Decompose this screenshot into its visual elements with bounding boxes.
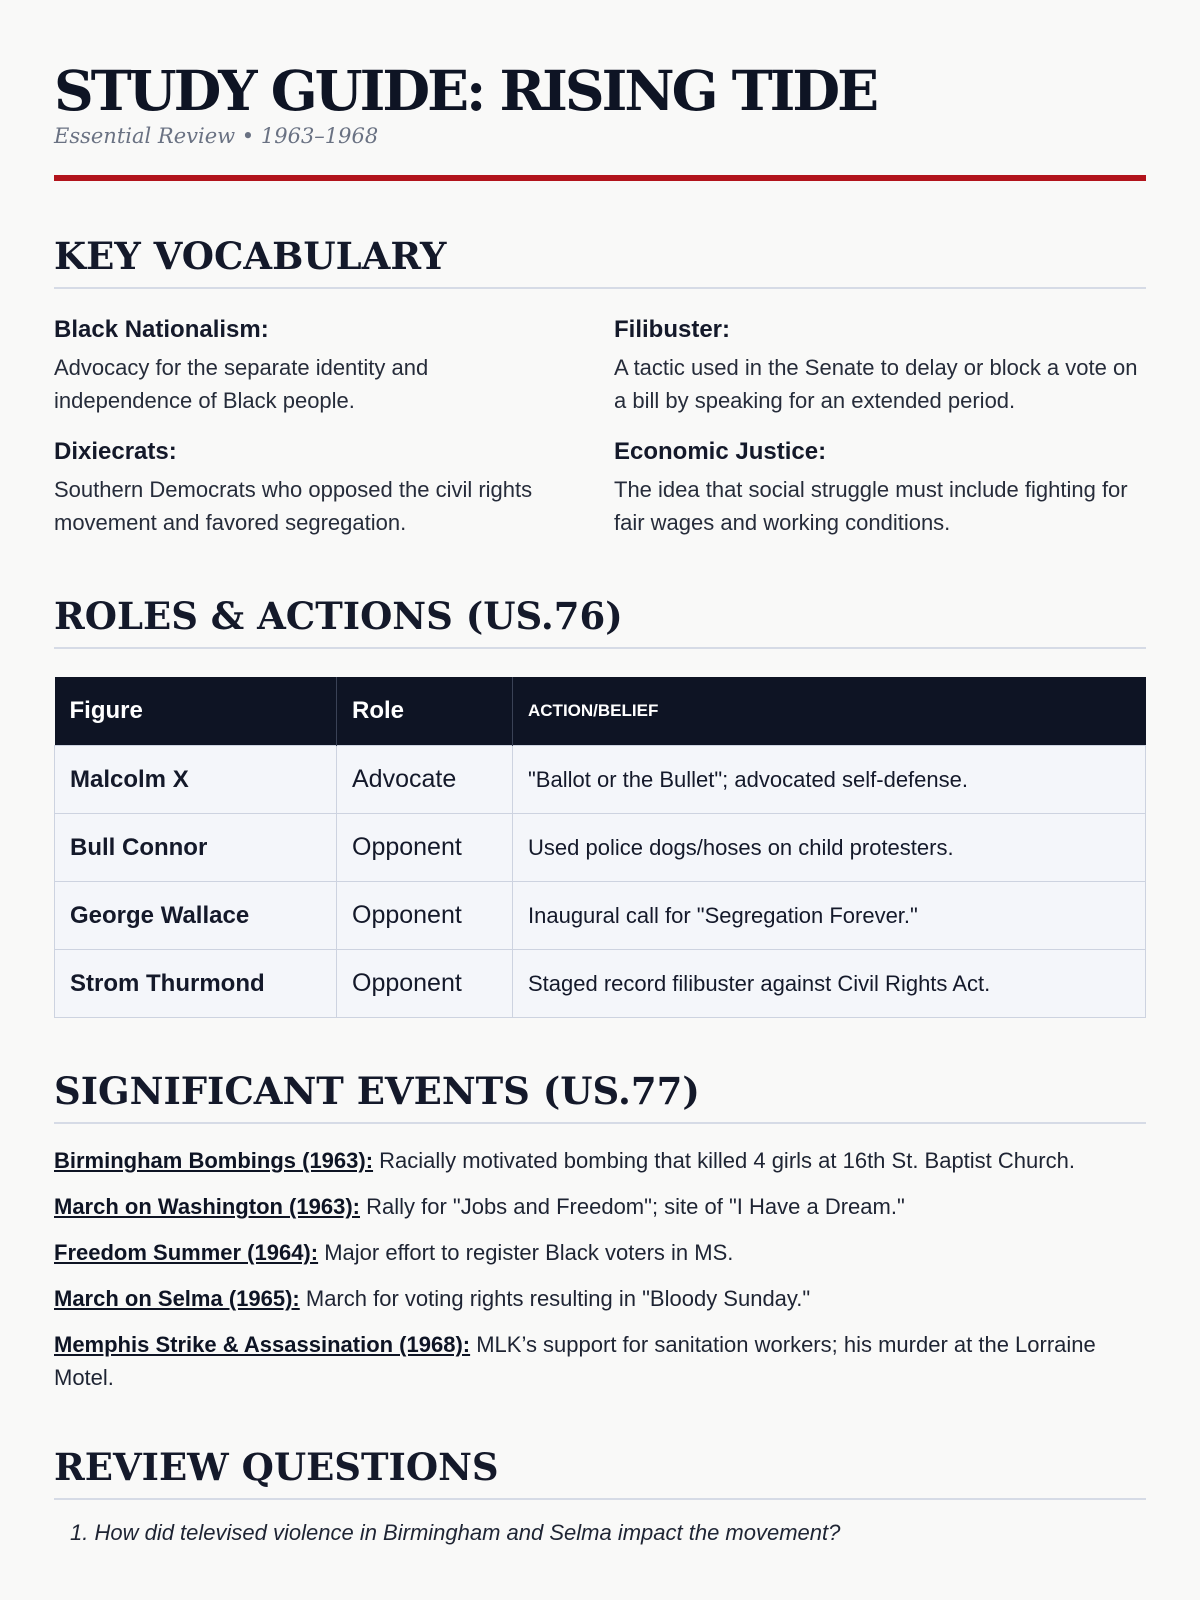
table-row (55, 950, 1146, 1018)
events-list (54, 1144, 1146, 1394)
vocab-term: Black Nationalism: (54, 316, 269, 343)
table-row (55, 814, 1146, 882)
page-title: STUDY GUIDE: RISING TIDE (54, 58, 876, 123)
event-item (54, 1236, 1146, 1269)
vocab-definition: A tactic used in the Senate to delay or block a vote on a bill by speaking for an extended period. (614, 355, 1138, 413)
section-divider (54, 1122, 1146, 1124)
table-row (55, 882, 1146, 950)
vocab-item (54, 437, 614, 539)
action-cell: Staged record filibuster against Civil Rights Act. (513, 950, 1146, 1018)
action-cell: Used police dogs/hoses on child protesters. (513, 814, 1146, 882)
roles-section (54, 593, 1146, 1018)
event-item (54, 1282, 1146, 1315)
event-name: March on Selma (1965): (54, 1286, 300, 1311)
events-section (54, 1068, 1146, 1394)
review-question: 1. How did televised violence in Birmingham and Selma impact the movement? (70, 1520, 841, 1545)
column-header-figure: Figure (55, 677, 337, 746)
table-row (55, 746, 1146, 814)
section-divider (54, 1498, 1146, 1500)
review-questions-list (54, 1518, 1146, 1548)
action-cell: Inaugural call for "Segregation Forever." (513, 882, 1146, 950)
vocab-item (614, 437, 1147, 539)
event-description: MLK’s support for sanitation workers; his murder at the Lorraine Motel. (54, 1332, 1096, 1390)
vocab-term: Filibuster: (614, 316, 731, 343)
vocab-definition: Southern Democrats who opposed the civil rights movement and favored segregation. (54, 477, 533, 535)
column-header-role: Role (337, 677, 513, 746)
role-cell: Advocate (337, 746, 513, 814)
page-subtitle: Essential Review • 1963–1968 (54, 124, 379, 148)
vocab-definition: The idea that social struggle must include fighting for fair wages and working conditions. (614, 477, 1128, 535)
review-section (54, 1444, 1146, 1548)
section-divider (54, 647, 1146, 649)
role-cell: Opponent (337, 882, 513, 950)
figure-cell: Malcolm X (55, 746, 337, 814)
role-cell: Opponent (337, 814, 513, 882)
section-title-roles: ROLES & ACTIONS (US.76) (54, 594, 623, 638)
event-item (54, 1190, 1146, 1223)
vocab-definition: Advocacy for the separate identity and independence of Black people. (54, 355, 429, 413)
event-name: Memphis Strike & Assassination (1968): (54, 1332, 471, 1357)
roles-table (54, 677, 1146, 1018)
title-divider (54, 175, 1146, 181)
vocab-item (614, 315, 1147, 417)
event-description: March for voting rights resulting in "Bloody Sunday." (299, 1286, 811, 1311)
section-divider (54, 287, 1146, 289)
vocabulary-grid (54, 315, 1146, 539)
vocab-item (54, 315, 614, 417)
figure-cell: Bull Connor (55, 814, 337, 882)
event-item (54, 1328, 1146, 1394)
event-name: March on Washington (1963): (54, 1194, 360, 1219)
event-description: Racially motivated bombing that killed 4 girls at 16th St. Baptist Church. (373, 1148, 1075, 1173)
table-header-row (55, 677, 1146, 746)
figure-cell: George Wallace (55, 882, 337, 950)
section-title-events: SIGNIFICANT EVENTS (US.77) (54, 1069, 700, 1113)
section-title-vocabulary: KEY VOCABULARY (54, 234, 447, 278)
role-cell: Opponent (337, 950, 513, 1018)
event-description: Rally for "Jobs and Freedom"; site of "I Have a Dream." (359, 1194, 905, 1219)
section-title-review: REVIEW QUESTIONS (54, 1445, 499, 1489)
vocab-term: Dixiecrats: (54, 438, 177, 465)
event-item (54, 1144, 1146, 1177)
event-description: Major effort to register Black voters in MS. (318, 1240, 734, 1265)
figure-cell: Strom Thurmond (55, 950, 337, 1018)
vocabulary-section (54, 233, 1146, 539)
vocab-term: Economic Justice: (614, 438, 827, 465)
action-cell: "Ballot or the Bullet"; advocated self-defense. (513, 746, 1146, 814)
event-name: Birmingham Bombings (1963): (54, 1148, 374, 1173)
event-name: Freedom Summer (1964): (54, 1240, 319, 1265)
column-header-action: ACTION/BELIEF (513, 677, 1146, 746)
